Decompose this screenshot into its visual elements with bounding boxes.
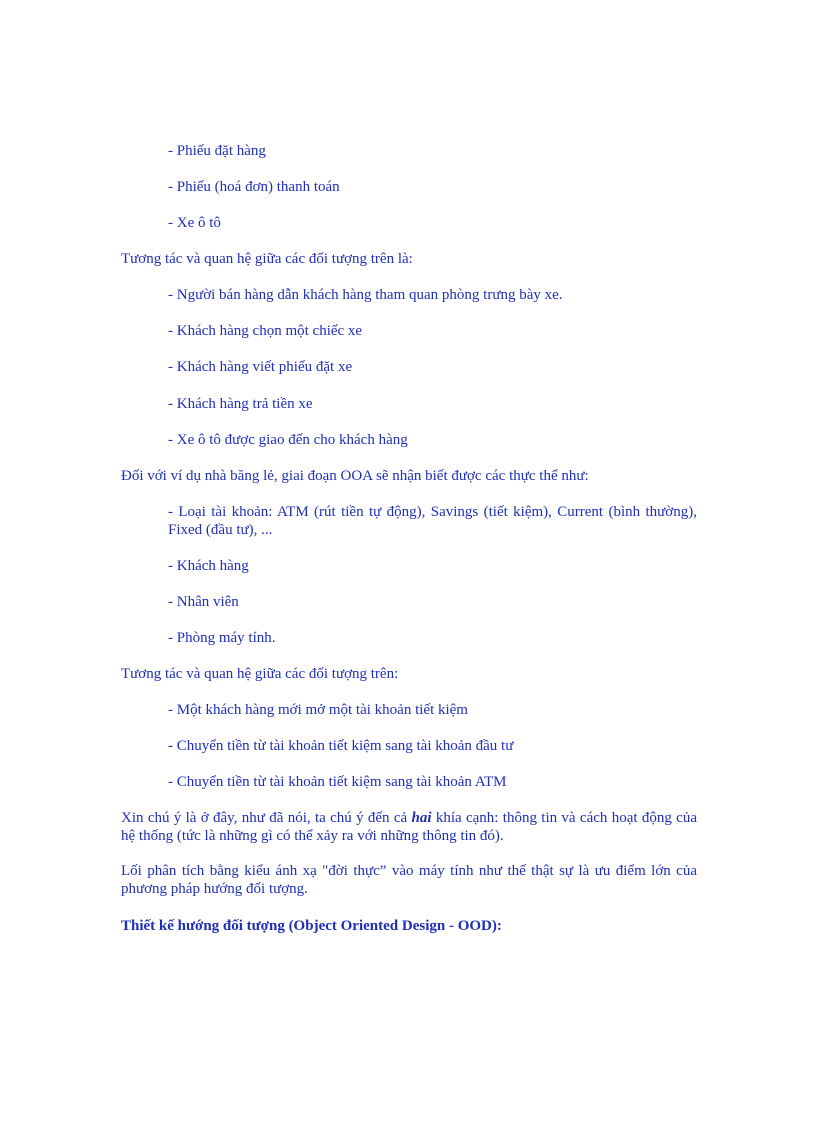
paragraph: Đối với ví dụ nhà băng lẻ, giai đoạn OOA sẽ nhận biết được các thực thể như: — [121, 468, 589, 484]
list-item: - Khách hàng viết phiếu đặt xe — [168, 359, 353, 375]
paragraph: Tương tác và quan hệ giữa các đối tượng trên là: — [121, 251, 413, 267]
paragraph: Lối phân tích bằng kiểu ánh xạ "đời thực” vào máy tính như thế thật sự là ưu điểm lớn của phương pháp hướng đối tượng. — [121, 863, 697, 897]
list-item: - Khách hàng — [168, 558, 249, 574]
list-item: - Chuyển tiền từ tài khoản tiết kiệm sang tài khoản đầu tư — [168, 738, 514, 754]
list-item: - Phiếu đặt hàng — [168, 143, 266, 159]
list-item: - Người bán hàng dẫn khách hàng tham quan phòng trưng bày xe. — [168, 287, 563, 303]
list-item: - Chuyển tiền từ tài khoản tiết kiệm sang tài khoản ATM — [168, 774, 507, 790]
list-item: - Khách hàng trả tiền xe — [168, 396, 313, 412]
list-item: - Khách hàng chọn một chiếc xe — [168, 323, 363, 339]
list-item: - Xe ô tô — [168, 215, 221, 231]
paragraph — [121, 809, 697, 845]
list-item: - Phiếu (hoá đơn) thanh toán — [168, 179, 340, 195]
emphasis-text: hai — [411, 810, 432, 826]
paragraph-text: khía cạnh: thông tin và cách hoạt động của hệ thống (tức là những gì có thể xảy ra với những thông tin đó). — [121, 810, 697, 844]
section-heading: Thiết kế hướng đối tượng (Object Oriented Design - OOD): — [121, 918, 502, 934]
list-item: - Xe ô tô được giao đến cho khách hàng — [168, 432, 408, 448]
paragraph: Tương tác và quan hệ giữa các đối tượng trên: — [121, 666, 399, 682]
list-item: - Loại tài khoản: ATM (rút tiền tự động), Savings (tiết kiệm), Current (bình thường), Fixed (đầu tư), ... — [168, 504, 697, 538]
list-item: - Một khách hàng mới mở một tài khoản tiết kiệm — [168, 702, 468, 718]
paragraph-text: Xin chú ý là ở đây, như đã nói, ta chú ý đến cả — [121, 810, 412, 826]
list-item: - Nhân viên — [168, 594, 239, 610]
list-item: - Phòng máy tính. — [168, 630, 276, 646]
